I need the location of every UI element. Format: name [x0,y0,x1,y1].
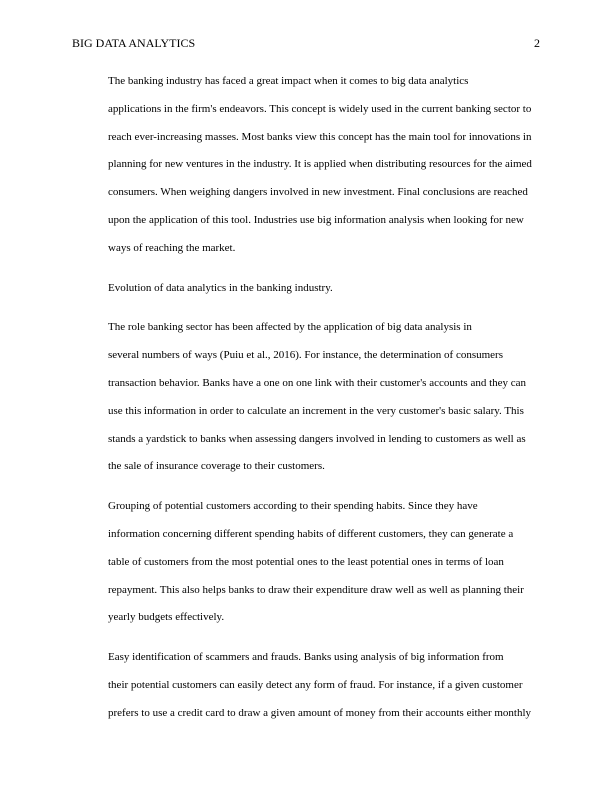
text-line: consumers. When weighing dangers involved in new investment. Final conclusions are reached [108,186,528,199]
section-heading [72,275,540,303]
text-line: table of customers from the most potential ones to the least potential ones in terms of loan [108,555,504,568]
text-line: reach ever-increasing masses. Most banks view this concept has the main tool for innovations in [108,130,532,143]
text-line: Easy identification of scammers and frauds. Banks using analysis of big information from [108,651,504,664]
paragraph-fraud-detection [72,644,540,727]
text-line: the sale of insurance coverage to their customers. [108,460,325,473]
header-title: BIG DATA ANALYTICS [72,36,196,50]
page-number: 2 [534,36,540,50]
paragraph-customer-grouping [72,493,540,632]
body-text [72,68,540,740]
text-line: The banking industry has faced a great impact when it comes to big data analytics [108,75,469,87]
text-line: use this information in order to calculate an increment in the very customer's basic salary. This [108,404,524,417]
text-line: The role banking sector has been affected by the application of big data analysis in [108,321,472,334]
text-line: yearly budgets effectively. [108,611,225,624]
text-line: planning for new ventures in the industry. It is applied when distributing resources for the aimed [108,158,532,171]
text-line: applications in the firm's endeavors. This concept is widely used in the current banking sector to [108,102,532,115]
text-line: several numbers of ways (Puiu et al., 2016). For instance, the determination of consumers [108,349,503,362]
text-line: repayment. This also helps banks to draw their expenditure draw well as well as planning their [108,583,524,596]
text-line: upon the application of this tool. Industries use big information analysis when looking for new [108,213,524,226]
text-line: transaction behavior. Banks have a one on one link with their customer's accounts and they can [108,376,527,389]
running-header [72,35,540,51]
text-line: stands a yardstick to banks when assessing dangers involved in lending to customers as well as [108,432,526,445]
text-line: ways of reaching the market. [108,241,236,254]
text-line: prefers to use a credit card to draw a given amount of money from their accounts either monthly [108,706,532,719]
paragraph-intro [72,68,540,263]
text-line: Evolution of data analytics in the banking industry. [108,281,333,294]
text-line: their potential customers can easily detect any form of fraud. For instance, if a given customer [108,678,523,691]
paragraph-transaction-behavior [72,314,540,481]
text-line: information concerning different spending habits of different customers, they can generate a [108,527,514,540]
text-line: Grouping of potential customers according to their spending habits. Since they have [108,500,478,513]
